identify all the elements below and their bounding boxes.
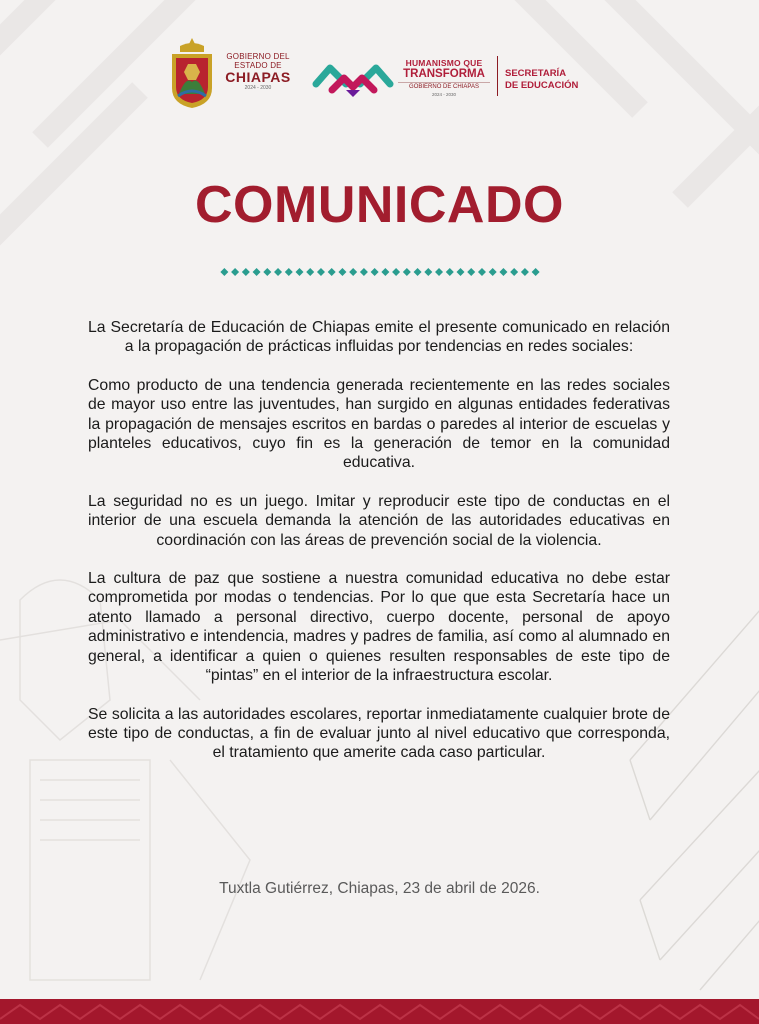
paragraph-request: Se solicita a las autoridades escolares, reportar inmediatamente cualquier brote de este tipo de conductas, a fin de evaluar junto al nivel educativo que corresponda, el tratamiento que amerite cada caso particular. xyxy=(88,705,670,762)
ornament-diamond xyxy=(253,268,261,276)
ornament-diamond xyxy=(285,268,293,276)
ornament-diamond xyxy=(424,268,432,276)
paragraph-trend: Como producto de una tendencia generada recientemente en las redes sociales de mayor uso entre las juventudes, han surgido en algunas entidades federativas la propagación de mensajes escritos en bardas o paredes al interior de escuelas y planteles educativos, cuyo fin es la generación de temor en la comunidad educativa. xyxy=(88,376,670,472)
ornament-diamond xyxy=(231,268,239,276)
gov-logo-text xyxy=(222,52,294,92)
gov-line2: ESTADO DE xyxy=(234,61,282,70)
ornament-diamond xyxy=(296,268,304,276)
ornament-diamond xyxy=(371,268,379,276)
ornament-diamond xyxy=(521,268,529,276)
gov-line3: CHIAPAS xyxy=(225,69,291,85)
ornament-diamond xyxy=(499,268,507,276)
footer-pattern xyxy=(0,999,759,1024)
ornament-diamond xyxy=(414,268,422,276)
header-divider xyxy=(497,56,498,96)
ornament-diamond xyxy=(317,268,325,276)
paragraph-safety: La seguridad no es un juego. Imitar y reproducir este tipo de conductas en el interior de una escuela demanda la atención de las autoridades educativas en coordinación con las áreas de prevención social de la violencia. xyxy=(88,492,670,549)
secretaria-line2: DE EDUCACIÓN xyxy=(505,80,579,91)
paragraph-intro: La Secretaría de Educación de Chiapas emite el presente comunicado en relación a la propagación de prácticas influidas por tendencias en redes sociales: xyxy=(88,319,670,356)
ornament-diamond xyxy=(274,268,282,276)
humanismo-years: 2024 - 2030 xyxy=(431,92,457,97)
humanismo-hands-logo-icon xyxy=(310,60,396,100)
diamond-ornament-divider xyxy=(219,264,541,280)
ornament-diamond xyxy=(478,268,486,276)
ornament-diamond xyxy=(338,268,346,276)
ornament-diamond xyxy=(435,268,443,276)
ornament-diamond xyxy=(532,268,540,276)
ornament-diamond xyxy=(403,268,411,276)
ornament-diamond xyxy=(489,268,497,276)
gov-line1: GOBIERNO DEL xyxy=(226,52,290,61)
header xyxy=(0,30,759,120)
ornament-diamond xyxy=(242,268,250,276)
ornament-diamond xyxy=(457,268,465,276)
ornament-diamond xyxy=(360,268,368,276)
humanismo-line2: TRANSFORMA xyxy=(403,68,485,80)
place-and-date: Tuxtla Gutiérrez, Chiapas, 23 de abril de 2026. xyxy=(219,880,540,897)
ornament-diamond xyxy=(349,268,357,276)
secretaria-line1: SECRETARÍA xyxy=(505,68,567,79)
page-title: COMUNICADO xyxy=(195,176,564,234)
ornament-diamond xyxy=(392,268,400,276)
gov-years: 2024 - 2030 xyxy=(244,85,272,91)
ornament-diamond xyxy=(446,268,454,276)
chiapas-coat-of-arms-icon xyxy=(166,36,218,110)
humanismo-line3: GOBIERNO DE CHIAPAS xyxy=(398,82,490,92)
paragraph-call-to-action: La cultura de paz que sostiene a nuestra comunidad educativa no debe estar comprometida por modas o tendencias. Por lo que que esta Secretaría hace un atento llamado a personal directivo, cuerpo docente, personal de apoyo administrativo e intendencia, madres y padres de familia, así como al alumnado en general, a identificar a quien o quienes resulten responsables de este tipo de “pintas” en el interior de la infraestructura escolar. xyxy=(88,570,670,685)
secretaria-logo-text xyxy=(505,68,578,92)
communique-body xyxy=(88,318,670,782)
ornament-diamond xyxy=(220,268,228,276)
ornament-diamond xyxy=(328,268,336,276)
humanismo-line1: HUMANISMO QUE xyxy=(405,58,483,68)
ornament-diamond xyxy=(381,268,389,276)
ornament-diamond xyxy=(510,268,518,276)
ornament-diamond xyxy=(467,268,475,276)
humanismo-logo-text xyxy=(398,58,490,98)
ornament-diamond xyxy=(263,268,271,276)
ornament-diamond xyxy=(306,268,314,276)
